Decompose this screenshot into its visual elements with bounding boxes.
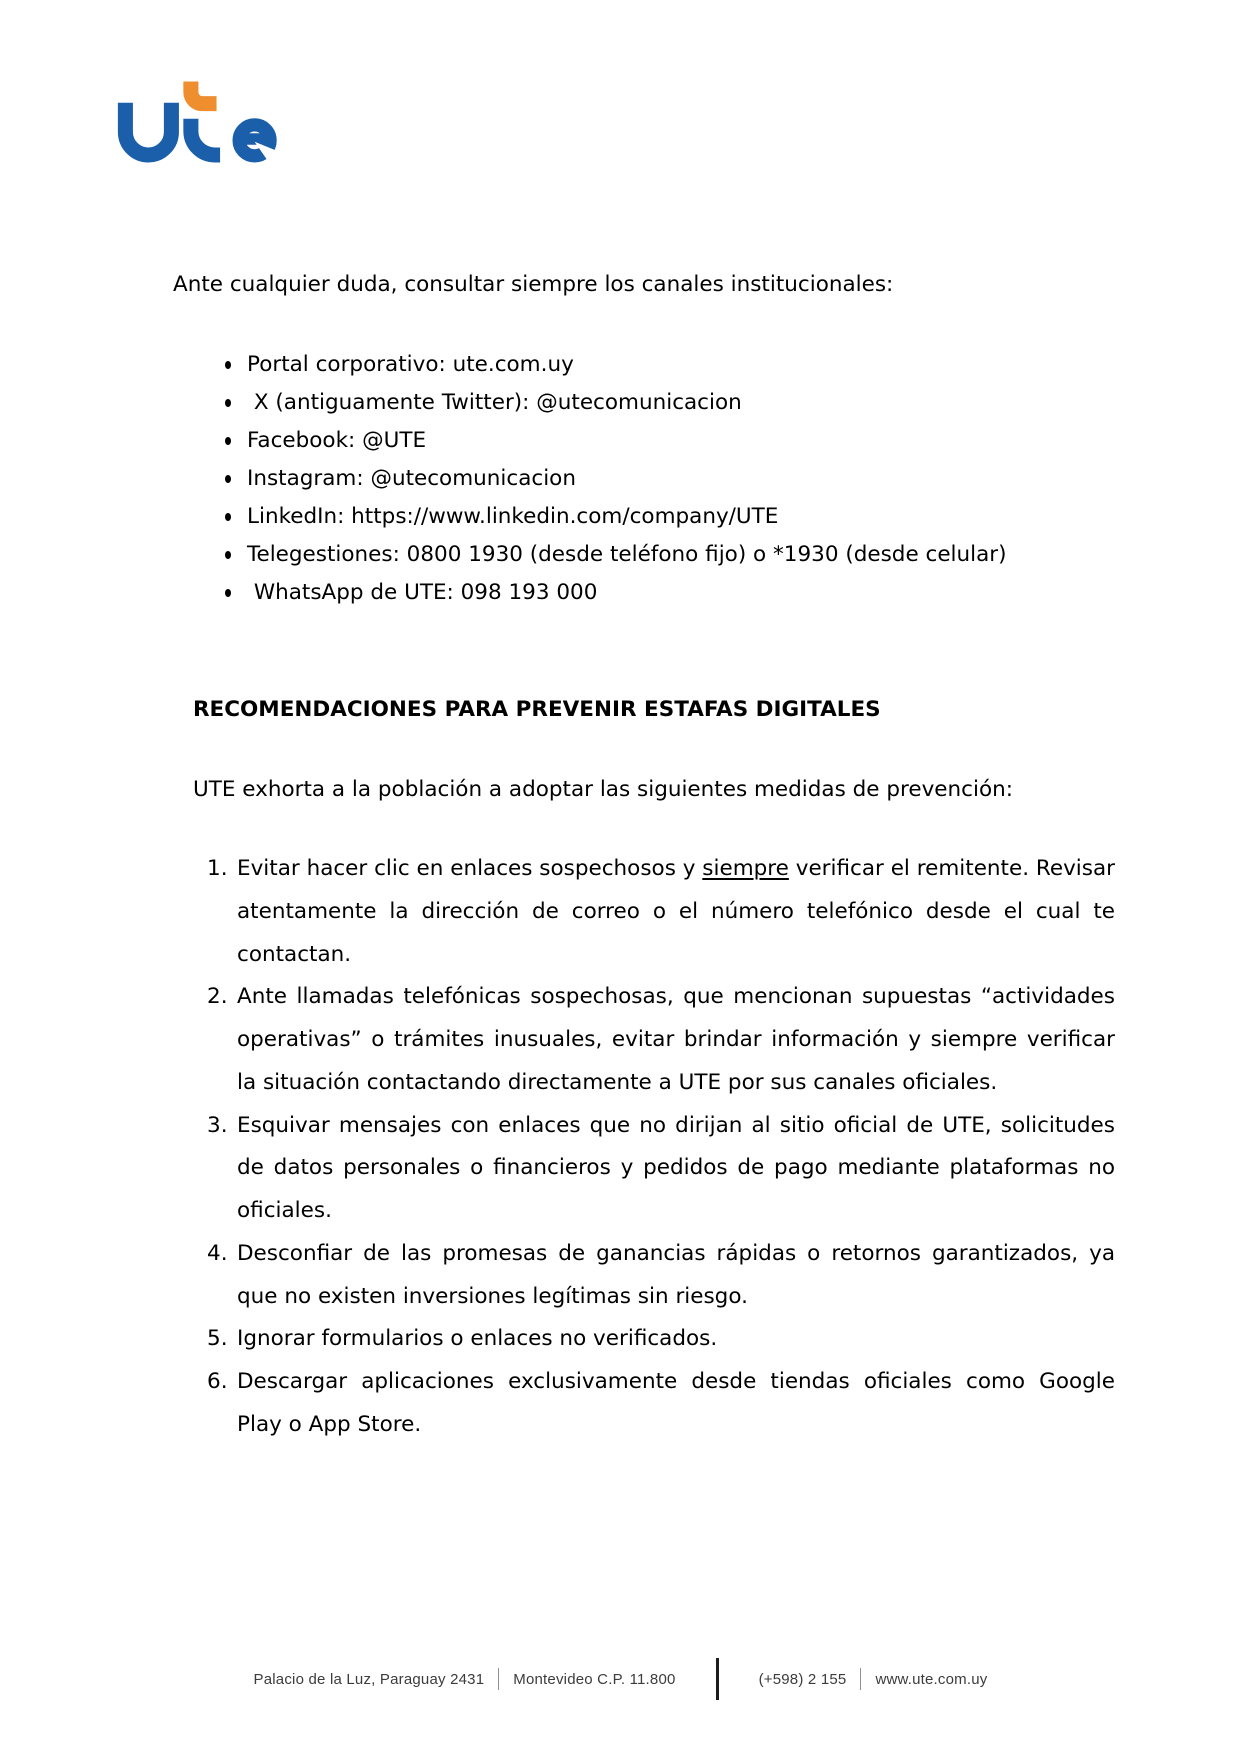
footer-divider [498,1668,499,1690]
ute-logo [113,76,290,172]
channel-text: Telegestiones: 0800 1930 (desde teléfono fijo) o *1930 (desde celular) [247,542,1007,567]
ute-logo-graphic [113,76,290,172]
measure-text: Descargar aplicaciones exclusivamente desde tiendas oficiales como Google Play o App Store. [237,1369,1115,1437]
footer-city: Montevideo C.P. 11.800 [513,1670,676,1688]
footer-phone: (+598) 2 155 [758,1670,847,1688]
channel-text: Portal corporativo: ute.com.uy [247,352,574,377]
bullet-icon [225,551,231,559]
measures-intro: UTE exhorta a la población a adoptar las siguientes medidas de prevención: [193,777,1013,802]
footer-website: www.ute.com.uy [875,1670,988,1688]
channel-text: WhatsApp de UTE: 098 193 000 [247,580,598,605]
bullet-icon [225,589,231,597]
measures-list [207,848,1115,1447]
bullet-icon [225,475,231,483]
channels-list [157,350,1085,616]
measure-item-4 [237,1233,1115,1319]
measure-text: Esquivar mensajes con enlaces que no dirijan al sitio oficial de UTE, solicitudes de datos personales o financieros y pedidos de pago mediante plataformas no oficiales. [237,1112,1115,1223]
page-footer [0,1658,1241,1700]
measure-item-5 [237,1318,1115,1361]
section-heading: RECOMENDACIONES PARA PREVENIR ESTAFAS DIGITALES [193,697,881,722]
measure-item-6 [237,1361,1115,1447]
footer-address: Palacio de la Luz, Paraguay 2431 [253,1670,485,1688]
channel-text: Instagram: @utecomunicacion [247,466,576,491]
channel-text: X (antiguamente Twitter): @utecomunicacion [247,390,742,415]
channel-item-whatsapp [157,578,1085,608]
channel-item-instagram [157,464,1085,494]
channel-item-portal [157,350,1085,380]
underlined-word: siempre [702,856,789,881]
bullet-icon [225,361,231,369]
logo-letter-t-top [191,82,217,104]
intro-paragraph: Ante cualquier duda, consultar siempre los canales institucionales: [173,272,894,297]
bullet-icon [225,399,231,407]
measure-item-1 [237,848,1115,976]
footer-main-divider [716,1658,719,1700]
bullet-icon [225,513,231,521]
footer-divider [860,1668,861,1690]
channel-item-x-twitter [157,388,1085,418]
measure-item-3 [237,1105,1115,1233]
channel-item-linkedin [157,502,1085,532]
measure-text: verificar el remitente. Revisar atentamente la dirección de correo o el número telefónico desde el cual te contactan. [237,856,1115,967]
logo-letter-u [125,103,171,155]
bullet-icon [225,437,231,445]
channel-item-facebook [157,426,1085,456]
channel-text: LinkedIn: https://www.linkedin.com/company/UTE [247,504,779,529]
logo-letter-t-bottom [191,119,220,155]
channel-text: Facebook: @UTE [247,428,427,453]
measure-text: Ignorar formularios o enlaces no verificados. [237,1326,718,1352]
measure-item-2 [237,976,1115,1104]
channel-item-telegestiones [157,540,1085,570]
measure-text: Ante llamadas telefónicas sospechosas, que mencionan supuestas “actividades operativas” o trámites inusuales, evitar brindar información y siempre verificar la situación contactando directamente a UTE por sus canales oficiales. [237,984,1115,1095]
measure-text: Desconfiar de las promesas de ganancias rápidas o retornos garantizados, ya que no existen inversiones legítimas sin riesgo. [237,1240,1115,1309]
measure-text: Evitar hacer clic en enlaces sospechosos y [237,856,703,881]
